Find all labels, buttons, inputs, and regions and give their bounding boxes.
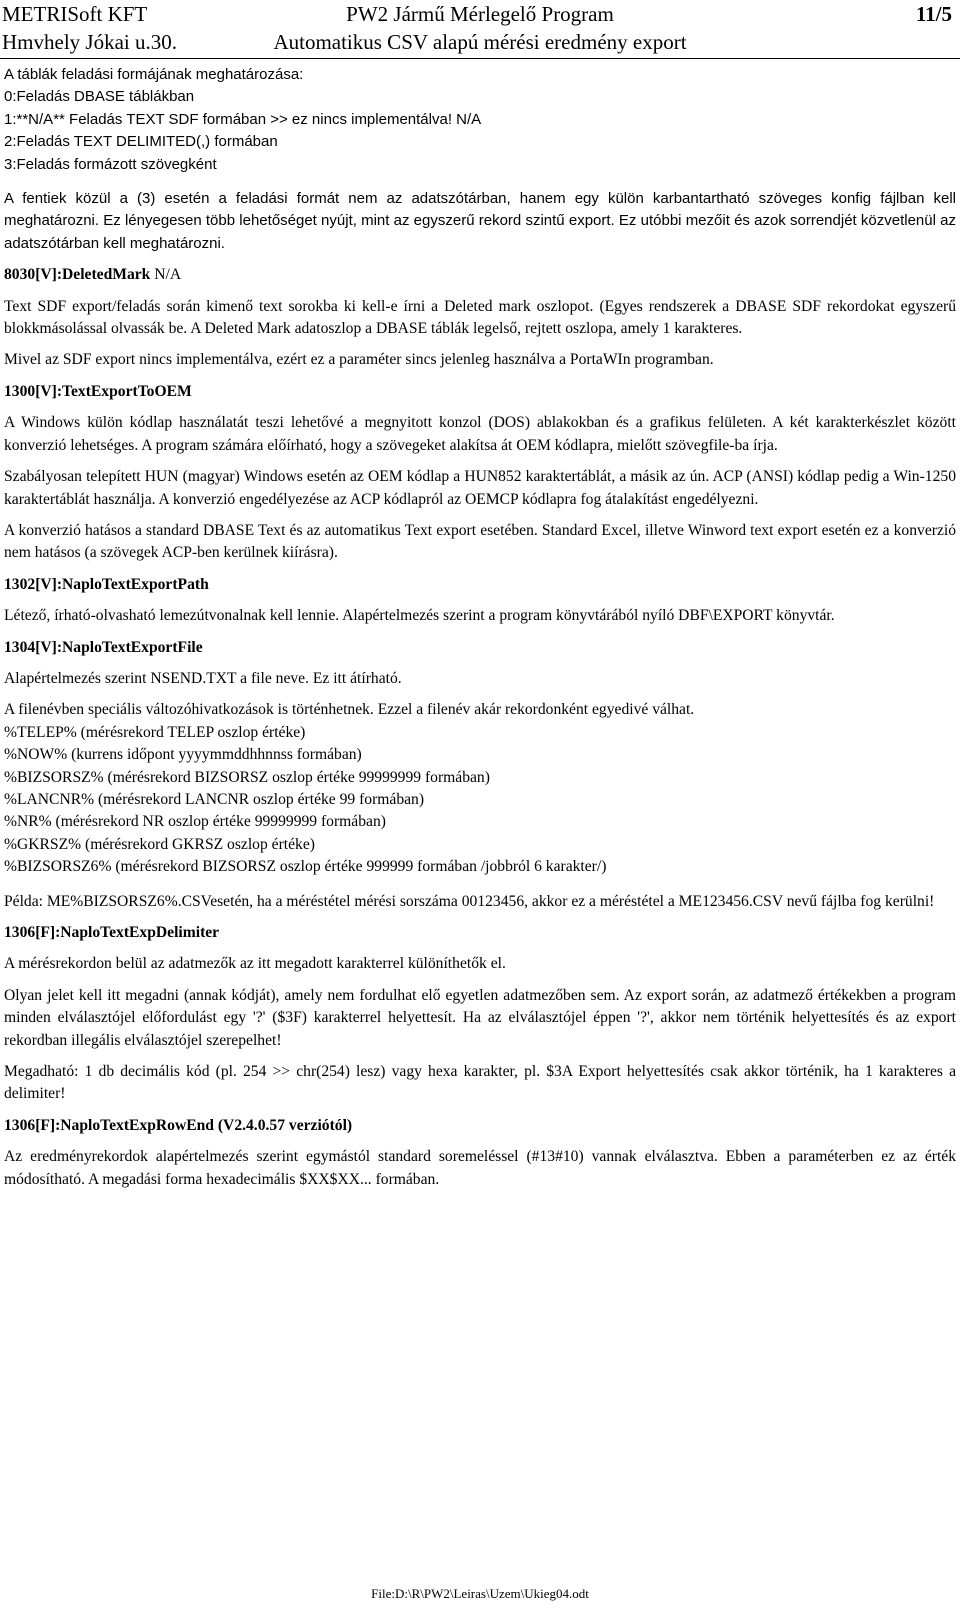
paragraph: Létező, írható-olvasható lemezútvonalnak kell lennie. Alapértelmezés szerint a program könyvtárából nyíló DBF\EXPORT könyvtár.: [4, 607, 835, 625]
variable-item: %NR% (mérésrekord NR oszlop értéke 99999999 formában): [4, 813, 386, 831]
variable-item: %TELEP% (mérésrekord TELEP oszlop értéke): [4, 723, 306, 741]
header-center: [0, 0, 960, 56]
variable-item: %LANCNR% (mérésrekord LANCNR oszlop értéke 99 formában): [4, 790, 425, 808]
format-list: [4, 64, 956, 176]
company-address: Hmvhely Jókai u.30.: [2, 30, 177, 54]
format-list-item: 0:Feladás DBASE táblákban: [4, 88, 195, 106]
section-heading-suffix: N/A: [154, 266, 182, 284]
paragraph: A Windows külön kódlap használatát teszi lehetővé a megnyitott konzol (DOS) ablakokban és a grafikus felületen. A két karakterkészlet között konverzió lehetséges. A program számára előírható, hogy a szövegeket alakítsa át OEM kódlapra, mielőtt szövegfile-ba írja.: [4, 414, 956, 454]
company-name: METRISoft KFT: [2, 2, 148, 26]
paragraph: Mivel az SDF export nincs implementálva, ezért ez a paraméter sincs jelenleg használva a PortaWIn programban.: [4, 351, 714, 369]
section-heading-text: 8030[V]:DeletedMark: [4, 266, 151, 284]
program-title: PW2 Jármű Mérlegelő Program: [346, 2, 614, 26]
paragraph: Az eredményrekordok alapértelmezés szerint egymástól standard soremeléssel (#13#10) vannak elválasztva. Ebben a paraméterben ez az érték módosítható. A megadási forma hexadecimális $XX$XX... formában.: [4, 1148, 956, 1188]
page-footer: File:D:\R\PW2\Leiras\Uzem\Ukieg04.odt: [371, 1586, 589, 1601]
paragraph: A mérésrekordon belül az adatmezők az itt megadott karakterrel különíthetők el.: [4, 955, 506, 973]
variable-item: %BIZSORSZ% (mérésrekord BIZSORSZ oszlop értéke 99999999 formában): [4, 768, 490, 786]
paragraph: Alapértelmezés szerint NSEND.TXT a file neve. Ez itt átírható.: [4, 669, 402, 687]
paragraph: Szabályosan telepített HUN (magyar) Windows esetén az OEM kódlap a HUN852 karaktertáblát, a másik az ún. ACP (ANSI) kódlap pedig a Win-1250 karaktertáblát használja. A konverzió engedélyezése az ACP kódlapról az OEMCP kódlapra fog átalakítást engedélyezni.: [4, 468, 956, 508]
page-header: [0, 0, 960, 59]
variable-item: %BIZSORSZ6% (mérésrekord BIZSORSZ oszlop értéke 999999 formában /jobbról 6 karakter/): [4, 858, 607, 876]
section-heading-exportfile: 1304[V]:NaploTextExportFile: [4, 638, 203, 656]
format-list-item: 1:**N/A** Feladás TEXT SDF formában >> ez nincs implementálva! N/A: [4, 110, 482, 128]
section-heading-delimiter: 1306[F]:NaploTextExpDelimiter: [4, 924, 220, 941]
section-heading-deletedmark: [4, 264, 956, 286]
format-list-item: 2:Feladás TEXT DELIMITED(,) formában: [4, 133, 278, 151]
page-number: 11/5: [915, 2, 952, 26]
example-paragraph: Példa: ME%BIZSORSZ6%.CSVesetén, ha a méréstétel mérési sorszáma 00123456, akkor ez a méréstétel a ME123456.CSV nevű fájlba fog kerülni!: [4, 892, 935, 910]
format-list-intro: A táblák feladási formájának meghatározása:: [4, 66, 304, 83]
variable-list-intro: A filenévben speciális változóhivatkozások is történhetnek. Ezzel a filenév akár rekordonként egyedivé válhat.: [4, 701, 695, 719]
section-heading-exportpath: 1302[V]:NaploTextExportPath: [4, 575, 209, 593]
paragraph: Olyan jelet kell itt megadni (annak kódját), amely nem fordulhat elő egyetlen adatmezőben sem. Az export során, az adatmező értékekben a program minden elválasztójel előfordulást egy '?' ($3F) karakterrel helyettesít. Ha az elválasztójel éppen '?', akkor nem történik helyettesítés és az export rekordban illegális elválasztójel szerepelhet!: [4, 986, 956, 1049]
page-content: [4, 64, 956, 1200]
paragraph: Megadható: 1 db decimális kód (pl. 254 >> chr(254) lesz) vagy hexa karakter, pl. $3A Export helyettesítés csak akkor történik, ha 1 karakteres a delimiter!: [4, 1063, 956, 1103]
format-note: A fentiek közül a (3) esetén a feladási formát nem az adatszótárban, hanem egy külön karbantartható szöveges konfig fájlban kell meghatározni. Ez lényegesen több lehetőséget nyújt, mint az egyszerű rekord szintű export. Ez utóbbi mezőit és azok sorrendjét közvetlenül az adatszótárban kell meghatározni.: [4, 190, 956, 252]
variable-list: [4, 699, 956, 878]
paragraph: Text SDF export/feladás során kimenő text sorokba ki kell-e írni a Deleted mark oszlopot. (Egyes rendszerek a DBASE SDF rekordokat egyszerű blokkmásolással olvassák be. A Deleted Mark adatoszlop a DBASE táblák legelső, rejtett oszlopa, amely 1 karakteres.: [4, 297, 956, 338]
section-heading-textexporttooem: 1300[V]:TextExportToOEM: [4, 382, 192, 400]
variable-item: %GKRSZ% (mérésrekord GKRSZ oszlop értéke): [4, 835, 315, 853]
section-heading-rowend: 1306[F]:NaploTextExpRowEnd (V2.4.0.57 verziótól): [4, 1116, 353, 1134]
section-title: Automatikus CSV alapú mérési eredmény export: [273, 30, 687, 54]
format-list-item: 3:Feladás formázott szövegként: [4, 155, 217, 173]
variable-item: %NOW% (kurrens időpont yyyymmddhhnnss formában): [4, 746, 362, 764]
paragraph: A konverzió hatásos a standard DBASE Text és az automatikus Text export esetében. Standard Excel, illetve Winword text export esetén ez a konverzió nem hatásos (a szövegek ACP-ben kerülnek kiírásra).: [4, 521, 956, 562]
